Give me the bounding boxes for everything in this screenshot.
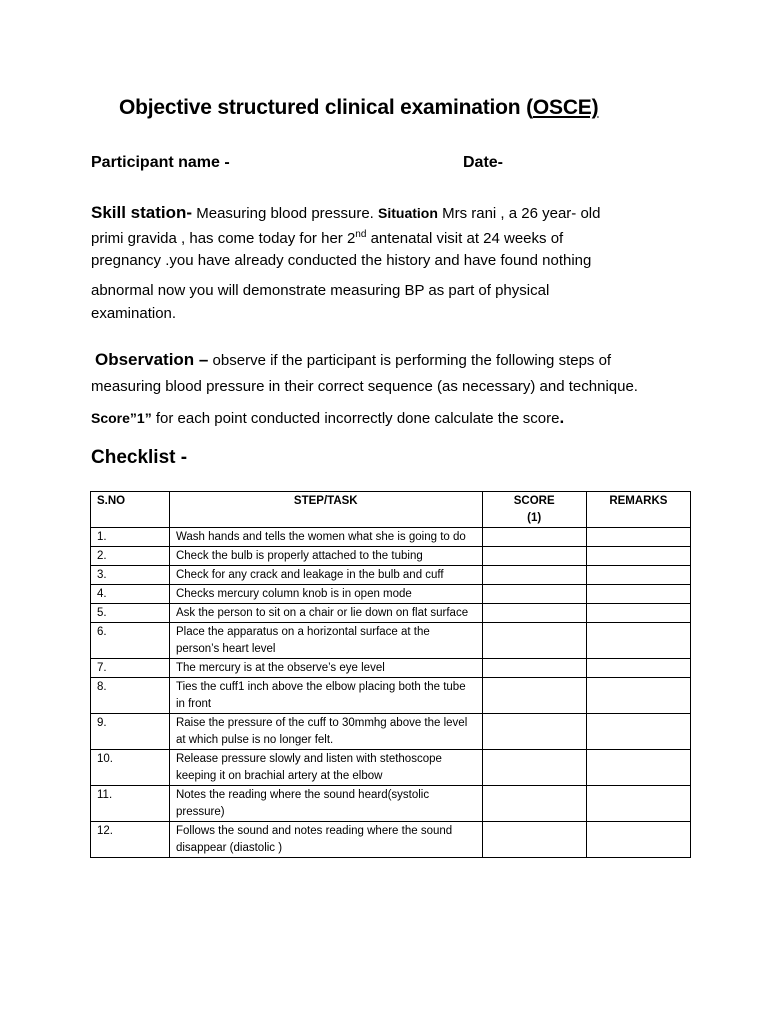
table-row xyxy=(91,678,691,714)
sno-header: S.NO xyxy=(91,492,170,528)
score-header-points: (1) xyxy=(527,512,542,524)
participant-name-label: Participant name - xyxy=(91,154,230,171)
remarks-cell[interactable] xyxy=(586,585,690,604)
table-row xyxy=(91,822,691,858)
skill-station-line-5: examination. xyxy=(91,305,177,322)
table-row xyxy=(91,623,691,659)
score-period: . xyxy=(559,408,565,427)
observation-label: Observation xyxy=(95,350,195,369)
step-header: STEP/TASK xyxy=(169,492,482,528)
score-instruction xyxy=(91,408,564,428)
sno-cell: 8. xyxy=(91,678,170,714)
step-cell: Place the apparatus on a horizontal surface at the person’s heart level xyxy=(169,623,482,659)
sno-cell: 2. xyxy=(91,547,170,566)
skill-station-line-3: pregnancy .you have already conducted the history and have found nothing xyxy=(91,252,592,269)
score-cell[interactable] xyxy=(482,714,586,750)
table-row xyxy=(91,714,691,750)
skill-station-line-2 xyxy=(91,230,563,247)
remarks-cell[interactable] xyxy=(586,623,690,659)
sno-cell: 3. xyxy=(91,566,170,585)
table-row xyxy=(91,585,691,604)
step-cell: Notes the reading where the sound heard(systolic pressure) xyxy=(169,786,482,822)
sno-cell: 1. xyxy=(91,528,170,547)
step-cell: Checks mercury column knob is in open mode xyxy=(169,585,482,604)
page-title xyxy=(119,96,598,120)
step-cell: Check the bulb is properly attached to the tubing xyxy=(169,547,482,566)
observation-line-2: measuring blood pressure in their correct sequence (as necessary) and technique. xyxy=(91,378,638,395)
table-row xyxy=(91,786,691,822)
remarks-cell[interactable] xyxy=(586,528,690,547)
skill-station-line-1 xyxy=(91,203,600,223)
remarks-cell[interactable] xyxy=(586,659,690,678)
sno-cell: 9. xyxy=(91,714,170,750)
remarks-cell[interactable] xyxy=(586,822,690,858)
score-cell[interactable] xyxy=(482,585,586,604)
sno-cell: 7. xyxy=(91,659,170,678)
title-text: Objective structured clinical examination ( xyxy=(119,96,533,119)
step-cell: Ask the person to sit on a chair or lie down on flat surface xyxy=(169,604,482,623)
remarks-cell[interactable] xyxy=(586,547,690,566)
score-cell[interactable] xyxy=(482,547,586,566)
skill-station-label: Skill station- xyxy=(91,203,193,222)
situation-label: Situation xyxy=(378,205,438,221)
step-cell: Follows the sound and notes reading where the sound disappear (diastolic ) xyxy=(169,822,482,858)
sno-cell: 10. xyxy=(91,750,170,786)
title-abbreviation: OSCE) xyxy=(532,96,599,119)
skill-station-line-2-rest: antenatal visit at 24 weeks of xyxy=(366,230,564,247)
remarks-cell[interactable] xyxy=(586,714,690,750)
skill-station-line-2-text: primi gravida , has come today for her 2 xyxy=(91,230,356,247)
score-text: for each point conducted incorrectly done calculate the score xyxy=(151,410,560,427)
sno-cell: 5. xyxy=(91,604,170,623)
table-row xyxy=(91,750,691,786)
sno-cell: 12. xyxy=(91,822,170,858)
remarks-cell[interactable] xyxy=(586,786,690,822)
checklist-heading: Checklist - xyxy=(91,447,188,468)
step-cell: Check for any crack and leakage in the bulb and cuff xyxy=(169,566,482,585)
score-cell[interactable] xyxy=(482,528,586,547)
step-cell: Release pressure slowly and listen with stethoscope keeping it on brachial artery at the elbow xyxy=(169,750,482,786)
score-cell[interactable] xyxy=(482,678,586,714)
remarks-header: REMARKS xyxy=(586,492,690,528)
ordinal-suffix: nd xyxy=(355,229,367,240)
score-header xyxy=(482,492,586,528)
table-row xyxy=(91,528,691,547)
observation-dash: – xyxy=(194,350,209,369)
step-cell: The mercury is at the observe’s eye level xyxy=(169,659,482,678)
score-cell[interactable] xyxy=(482,786,586,822)
score-cell[interactable] xyxy=(482,659,586,678)
situation-text: Mrs rani , a 26 year- old xyxy=(437,205,601,222)
observation-line-1 xyxy=(95,350,611,370)
sno-cell: 11. xyxy=(91,786,170,822)
remarks-cell[interactable] xyxy=(586,750,690,786)
score-cell[interactable] xyxy=(482,604,586,623)
step-cell: Ties the cuff1 inch above the elbow placing both the tube in front xyxy=(169,678,482,714)
step-cell: Raise the pressure of the cuff to 30mmhg above the level at which pulse is no longer felt. xyxy=(169,714,482,750)
score-label: Score”1” xyxy=(91,410,152,426)
checklist-table xyxy=(90,491,691,858)
sno-cell: 6. xyxy=(91,623,170,659)
score-cell[interactable] xyxy=(482,750,586,786)
remarks-cell[interactable] xyxy=(586,604,690,623)
skill-station-line-4: abnormal now you will demonstrate measuring BP as part of physical xyxy=(91,282,550,299)
table-header-row xyxy=(91,492,691,528)
table-row xyxy=(91,547,691,566)
table-row xyxy=(91,604,691,623)
skill-station-text: Measuring blood pressure. xyxy=(192,205,379,222)
table-row xyxy=(91,659,691,678)
score-cell[interactable] xyxy=(482,566,586,585)
score-header-label: SCORE xyxy=(513,495,555,507)
score-cell[interactable] xyxy=(482,822,586,858)
step-cell: Wash hands and tells the women what she is going to do xyxy=(169,528,482,547)
sno-cell: 4. xyxy=(91,585,170,604)
remarks-cell[interactable] xyxy=(586,678,690,714)
score-cell[interactable] xyxy=(482,623,586,659)
observation-text: observe if the participant is performing the following steps of xyxy=(208,352,612,369)
table-row xyxy=(91,566,691,585)
remarks-cell[interactable] xyxy=(586,566,690,585)
date-label: Date- xyxy=(463,154,504,171)
